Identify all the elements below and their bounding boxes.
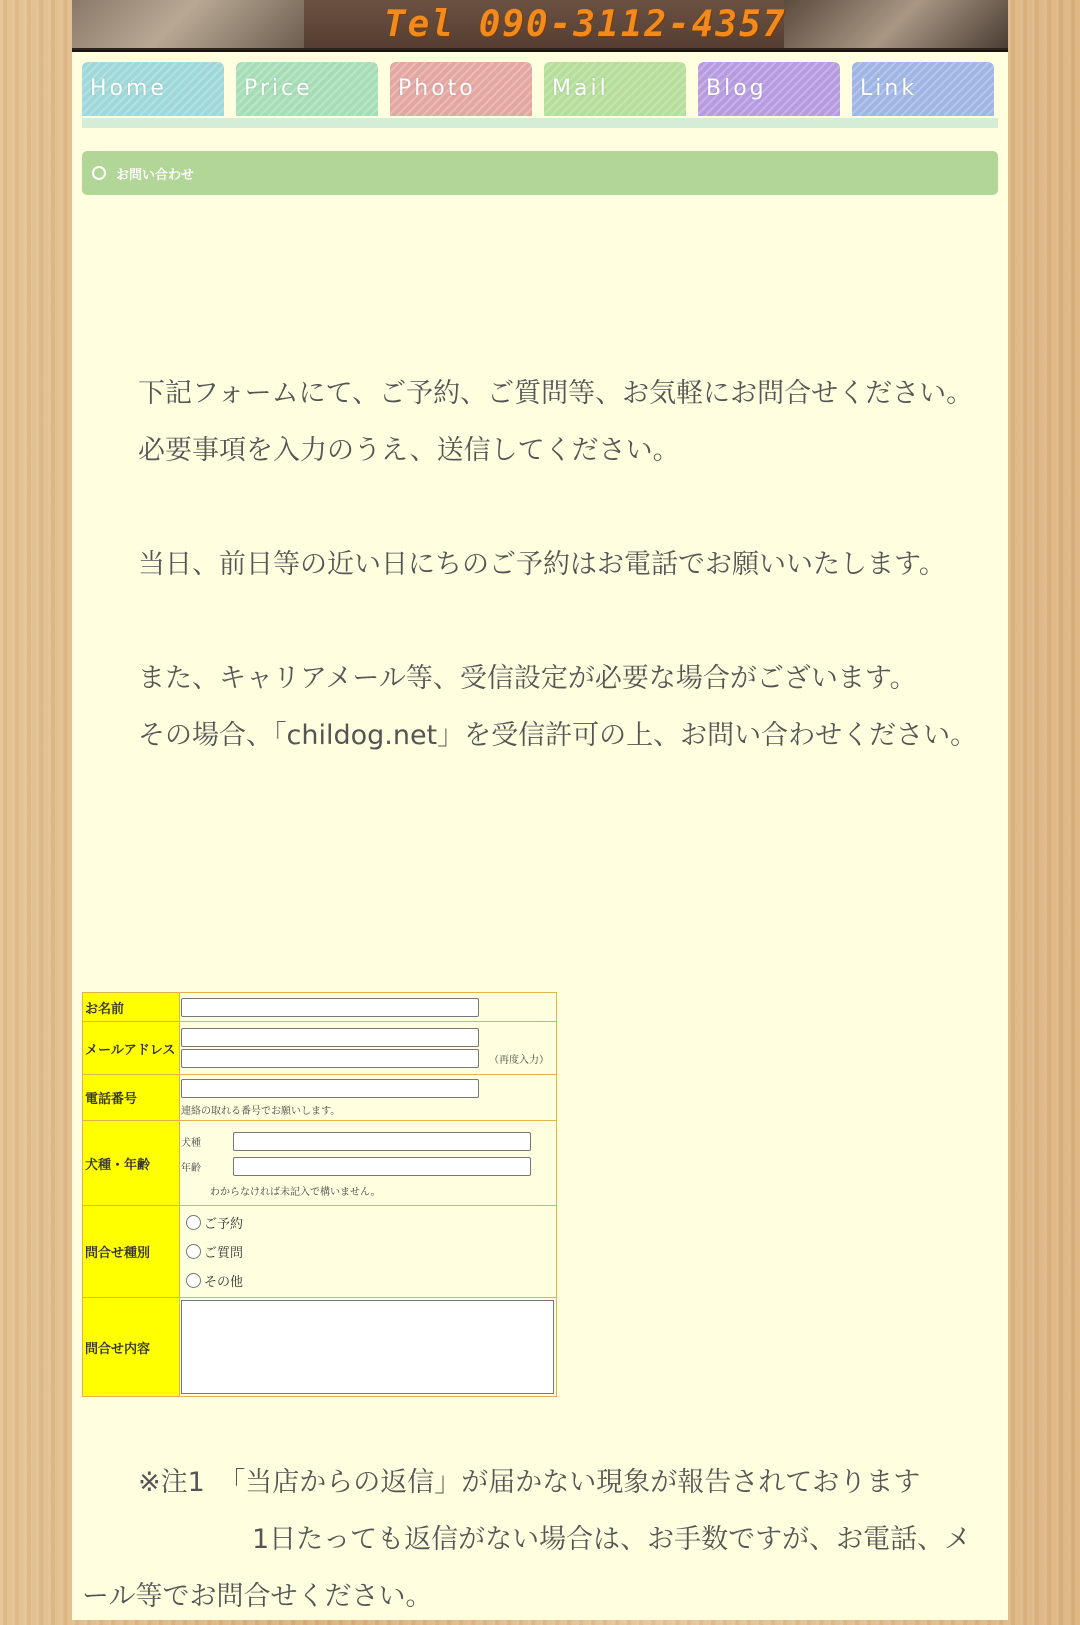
age-input[interactable]	[233, 1157, 531, 1176]
name-label: お名前	[83, 993, 180, 1022]
footnote-line: ※注1 「当店からの返信」が届かない現象が報告されております	[138, 1467, 921, 1498]
phone-input[interactable]	[181, 1079, 479, 1098]
inquiry-option-label: ご予約	[204, 1217, 244, 1232]
inquiry-option-label: その他	[204, 1275, 244, 1290]
inquiry-type-label: 問合せ種別	[83, 1206, 180, 1298]
dog-note: わからなければ未記入で構いません。	[210, 1186, 381, 1198]
banner-phone-number: Tel 090-3112-4357	[384, 4, 787, 45]
intro-paragraph: 必要事項を入力のうえ、送信してください。	[138, 435, 680, 466]
nav-home[interactable]: Home	[82, 62, 224, 116]
name-input[interactable]	[181, 998, 479, 1017]
email-confirm-input[interactable]	[181, 1049, 479, 1068]
inquiry-option-label: ご質問	[204, 1246, 244, 1261]
footnote	[82, 1454, 992, 1625]
inquiry-option-question[interactable]	[181, 1237, 555, 1266]
dog-label: 犬種・年齢	[83, 1121, 180, 1206]
inquiry-option-other[interactable]	[181, 1266, 555, 1295]
breed-input[interactable]	[233, 1132, 531, 1151]
phone-label: 電話番号	[83, 1075, 180, 1121]
intro-paragraph: 当日、前日等の近い日にちのご予約はお電話でお願いいたします。	[138, 549, 946, 580]
circle-bullet-icon	[92, 166, 106, 180]
page-container	[72, 0, 1008, 1620]
inquiry-option-reservation[interactable]	[181, 1208, 555, 1237]
nav-photo[interactable]: Photo	[390, 62, 532, 116]
nav-mail[interactable]: Mail	[544, 62, 686, 116]
nav-link[interactable]: Link	[852, 62, 994, 116]
phone-note: 連絡の取れる番号でお願いします。	[181, 1106, 341, 1117]
radio-icon[interactable]	[186, 1244, 201, 1259]
banner-photo-left	[72, 0, 304, 48]
age-label: 年齢	[181, 1162, 201, 1174]
inquiry-content-label: 問合せ内容	[83, 1298, 180, 1397]
breed-label: 犬種	[181, 1137, 201, 1149]
contact-form	[82, 992, 557, 1397]
nav-underbar	[82, 118, 998, 128]
footnote-line: 1日たっても返信がない場合は、お手数ですが、お電話、メール等でお問合せください。	[82, 1524, 972, 1612]
inquiry-content-textarea[interactable]	[181, 1300, 554, 1394]
main-nav	[82, 62, 998, 118]
intro-paragraph: その場合、「childog.net」を受信許可の上、お問い合わせください。	[138, 720, 978, 751]
header-banner	[72, 0, 1008, 52]
intro-text	[82, 365, 982, 764]
intro-paragraph: また、キャリアメール等、受信設定が必要な場合がございます。	[138, 663, 917, 694]
intro-paragraph: 下記フォームにて、ご予約、ご質問等、お気軽にお問合せください。	[138, 378, 974, 409]
section-header	[82, 151, 998, 195]
email-confirm-note: （再度入力）	[489, 1055, 549, 1066]
email-input[interactable]	[181, 1028, 479, 1047]
banner-photo-right	[784, 0, 1008, 48]
radio-icon[interactable]	[186, 1215, 201, 1230]
radio-icon[interactable]	[186, 1273, 201, 1288]
nav-price[interactable]: Price	[236, 62, 378, 116]
nav-blog[interactable]: Blog	[698, 62, 840, 116]
email-label: メールアドレス	[83, 1022, 180, 1075]
section-title: お問い合わせ	[116, 168, 195, 183]
